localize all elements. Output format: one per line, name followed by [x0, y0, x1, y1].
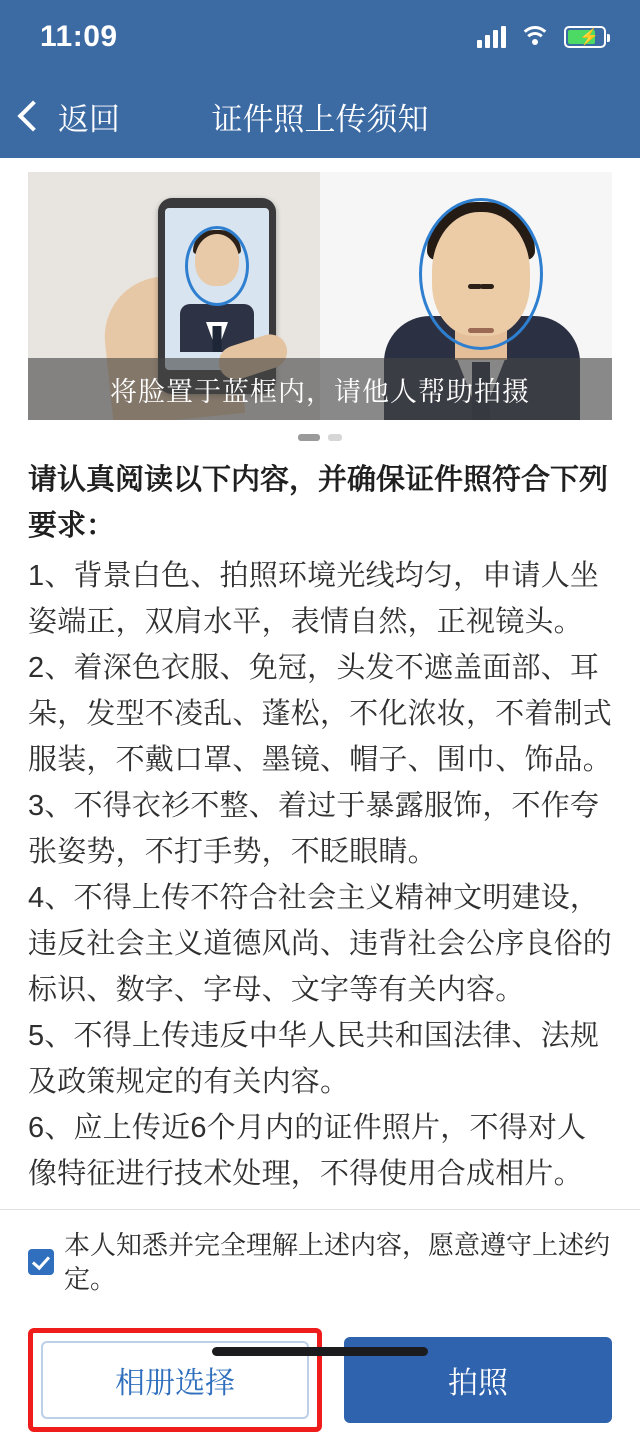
status-bar — [0, 0, 640, 74]
requirement-item-6: 6、应上传近6个月内的证件照片，不得对人像特征进行技术处理，不得使用合成相片。 — [28, 1112, 587, 1190]
signal-bars-icon — [477, 26, 506, 48]
requirements-content — [0, 451, 640, 1197]
banner-caption: 将脸置于蓝框内，请他人帮助拍摄 — [28, 358, 612, 420]
carousel-dot-inactive[interactable] — [328, 434, 342, 441]
requirement-item-3: 3、不得衣衫不整、着过于暴露服饰，不作夸张姿势，不打手势，不眨眼睛。 — [28, 790, 600, 868]
carousel-dot-active[interactable] — [298, 434, 320, 441]
requirement-item-4: 4、不得上传不符合社会主义精神文明建设，违反社会主义道德风尚、违背社会公序良俗的标识、数字、字母、文字等有关内容。 — [28, 882, 613, 1006]
battery-charging-icon: ⚡ — [564, 26, 606, 48]
back-button[interactable] — [0, 94, 120, 139]
album-button-highlight — [28, 1328, 322, 1432]
carousel-dots[interactable] — [28, 420, 612, 451]
status-icons — [477, 26, 606, 48]
back-button-label: 返回 — [58, 101, 120, 137]
requirement-item-1: 1、背景白色、拍照环境光线均匀，申请人坐姿端正，双肩水平，表情自然，正视镜头。 — [28, 560, 600, 638]
page-title: 证件照上传须知 — [211, 101, 429, 137]
album-select-button[interactable]: 相册选择 — [41, 1341, 309, 1419]
status-time: 11:09 — [40, 20, 118, 53]
wifi-icon — [520, 26, 550, 48]
instruction-carousel[interactable] — [28, 172, 612, 420]
blue-face-frame-icon — [185, 226, 249, 306]
requirement-item-2: 2、着深色衣服、免冠，头发不遮盖面部、耳朵，发型不凌乱、蓬松，不化浓妆，不着制式服装，不戴口罩、墨镜、帽子、围巾、饰品。 — [28, 652, 613, 776]
nav-bar — [0, 74, 640, 158]
take-photo-button[interactable]: 拍照 — [344, 1337, 612, 1423]
blue-face-frame-icon — [419, 198, 543, 350]
home-indicator — [0, 1347, 640, 1356]
agreement-row[interactable] — [0, 1209, 640, 1308]
agreement-label: 本人知悉并完全理解上述内容，愿意遵守上述约定。 — [64, 1230, 611, 1294]
requirement-item-5: 5、不得上传违反中华人民共和国法律、法规及政策规定的有关内容。 — [28, 1020, 600, 1098]
action-bar — [0, 1308, 640, 1432]
chevron-left-icon — [17, 100, 48, 131]
banner-section — [0, 158, 640, 451]
requirements-title: 请认真阅读以下内容，并确保证件照符合下列要求： — [28, 464, 609, 542]
agreement-checkbox[interactable] — [28, 1249, 54, 1275]
